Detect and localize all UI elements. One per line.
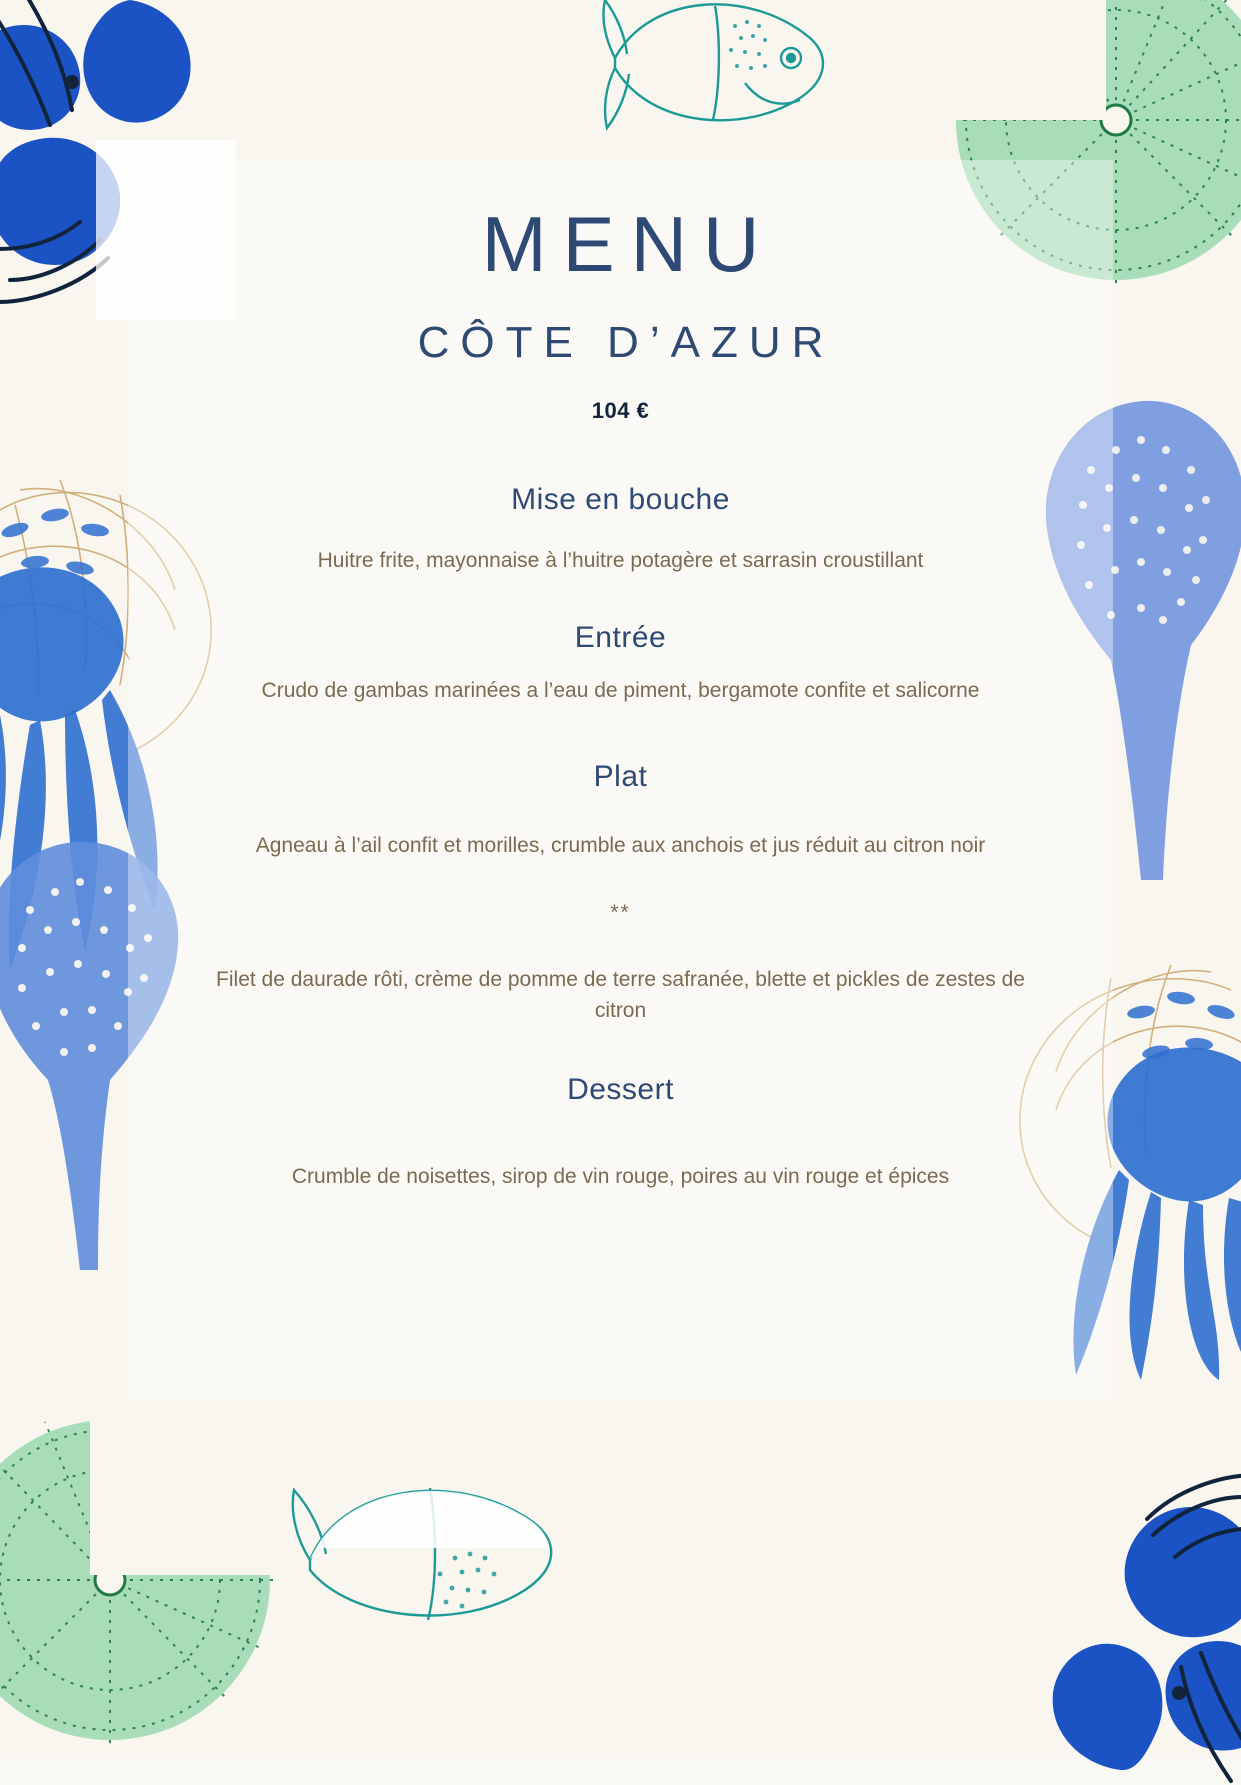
- course-title: Entrée: [574, 621, 667, 655]
- course-plat: [0, 759, 1241, 1026]
- menu-price: 104 €: [591, 398, 650, 423]
- fish-illustration: [280, 1440, 580, 1630]
- course-mise-en-bouche: [0, 482, 1241, 576]
- course-title: Plat: [593, 759, 648, 793]
- menu-subtitle: CÔTE D’AZUR: [417, 318, 835, 367]
- course-description: Crudo de gambas marinées a l’eau de piment, bergamote confite et salicorne: [261, 679, 980, 703]
- page-title: MENU: [481, 200, 776, 288]
- course-title: Mise en bouche: [511, 483, 730, 516]
- course-entree: [0, 620, 1241, 706]
- course-description: Crumble de noisettes, sirop de vin rouge, poires au vin rouge et épices: [291, 1165, 950, 1189]
- sea-urchin-illustration: [0, 1360, 280, 1760]
- course-dessert: [0, 1072, 1241, 1192]
- course-description: Filet de daurade rôti, crème de pomme de terre safranée, blette et pickles de zestes de citron: [216, 968, 1025, 1022]
- course-title: Dessert: [567, 1073, 674, 1107]
- course-description: Huitre frite, mayonnaise à l’huitre potagère et sarrasin croustillant: [317, 549, 924, 572]
- course-separator: **: [610, 901, 631, 925]
- course-description: Agneau à l’ail confit et morilles, crumble aux anchois et jus réduit au citron noir: [255, 833, 986, 857]
- lobster-illustration: [931, 1445, 1241, 1785]
